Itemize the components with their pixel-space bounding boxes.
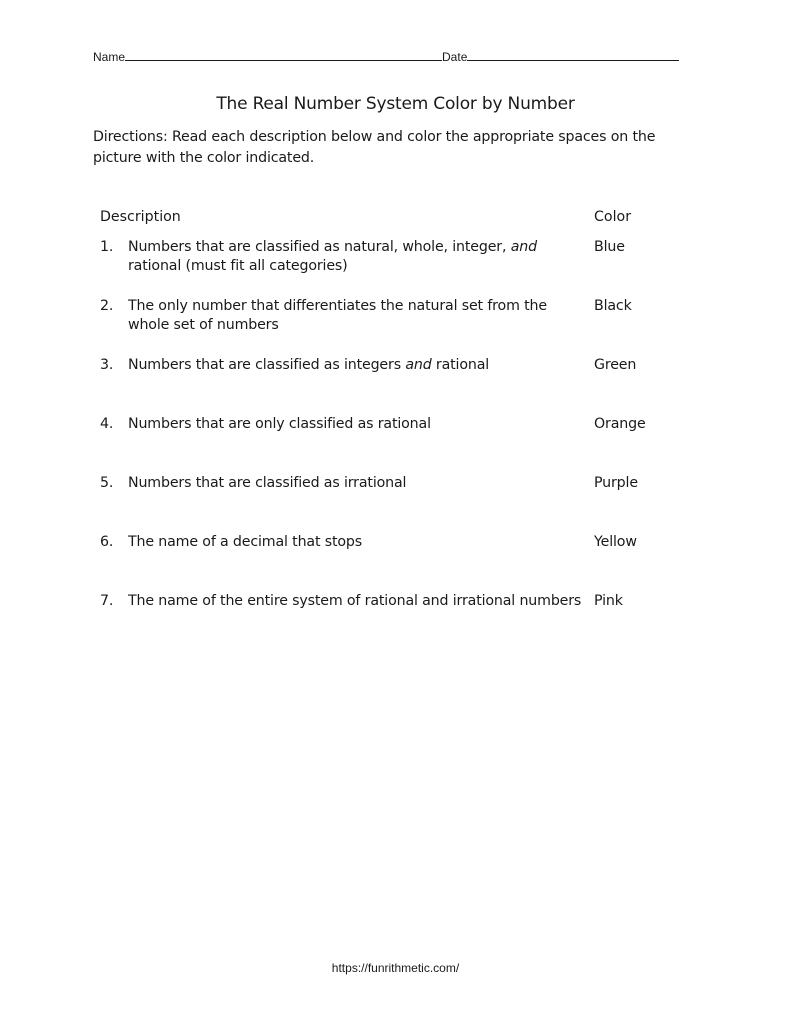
name-date-line	[93, 48, 679, 64]
row-description: The name of the entire system of rational and irrational numbers	[128, 593, 582, 609]
row-number: 2.	[100, 298, 114, 314]
row-color: Pink	[594, 593, 623, 609]
row-color: Purple	[594, 475, 638, 491]
row-color: Green	[594, 357, 637, 373]
color-column-header: Color	[594, 209, 632, 225]
name-field[interactable]	[125, 48, 442, 61]
directions	[93, 127, 703, 169]
row-number: 3.	[100, 357, 114, 373]
footer-url: https://funrithmetic.com/	[331, 961, 460, 975]
row-number: 5.	[100, 475, 114, 491]
row-color: Orange	[594, 416, 646, 432]
directions-text: : Read each description below and color the appropriate spaces on the picture with the color indicated.	[93, 129, 656, 166]
row-number: 4.	[100, 416, 114, 432]
row-description: The only number that differentiates the natural set from the whole set of numbers	[128, 298, 547, 333]
description-column-header: Description	[100, 209, 181, 225]
row-description: Numbers that are classified as integers and rational	[128, 357, 490, 373]
row-number: 1.	[100, 239, 114, 255]
date-label: Date	[442, 50, 468, 64]
row-color: Blue	[594, 239, 625, 255]
row-number: 7.	[100, 593, 114, 609]
row-color: Yellow	[594, 534, 637, 550]
row-description: Numbers that are classified as irrational	[128, 475, 407, 491]
directions-label: Directions	[93, 129, 163, 145]
row-color: Black	[594, 298, 632, 314]
row-description: The name of a decimal that stops	[128, 534, 363, 550]
date-field[interactable]	[467, 48, 679, 61]
name-label: Name	[93, 50, 126, 64]
page-title: The Real Number System Color by Number	[216, 94, 575, 114]
row-description: Numbers that are only classified as rational	[128, 416, 431, 432]
row-description: Numbers that are classified as natural, whole, integer, and rational (must fit all categories)	[128, 239, 537, 274]
row-number: 6.	[100, 534, 114, 550]
